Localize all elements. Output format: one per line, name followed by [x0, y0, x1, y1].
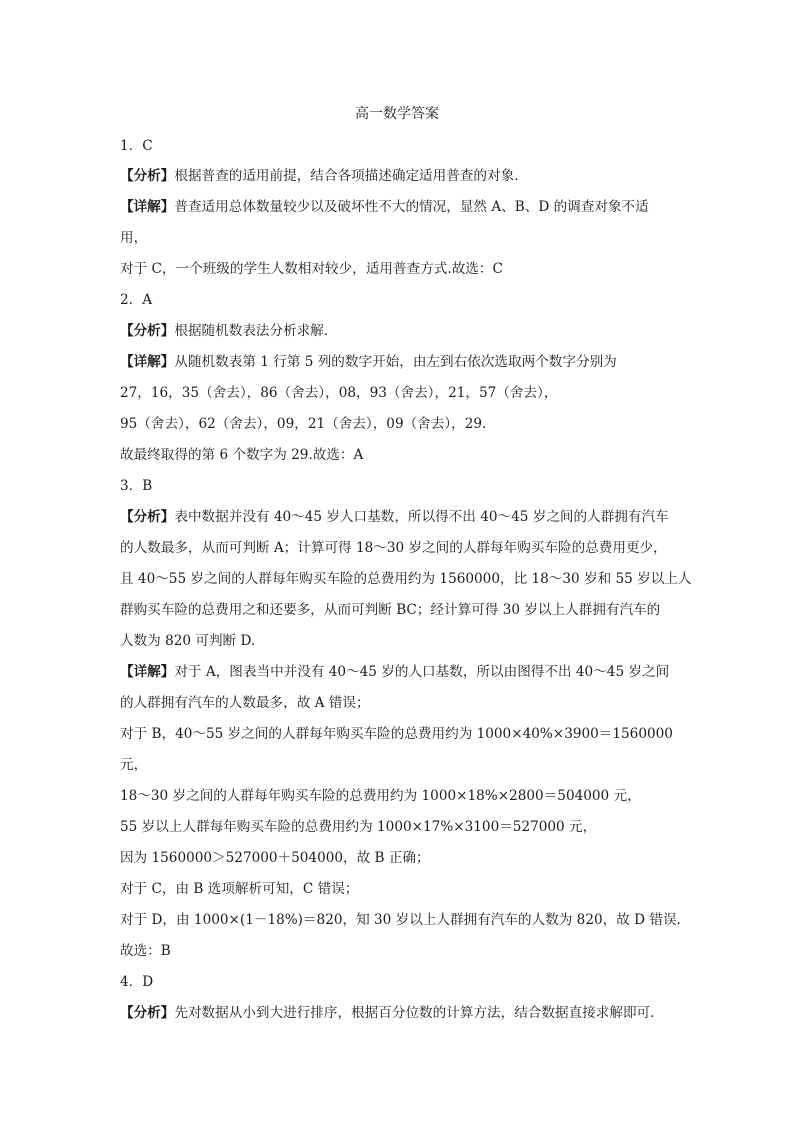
detail-line: 55 岁以上人群每年购买车险的总费用约为 1000×17%×3100＝527000 元， [120, 819, 597, 835]
detail-line: 【详解】从随机数表第 1 行第 5 列的数字开始，由左到右依次选取两个数字分别为 [120, 354, 617, 370]
question-number: 2．A [120, 292, 153, 308]
detail-line: 对于 D，由 1000×(1－18%)＝820，知 30 岁以上人群拥有汽车的人数为 820，故 D 错误. [120, 912, 681, 928]
section-tag: 【分析】 [120, 323, 175, 339]
section-tag: 【分析】 [120, 509, 175, 525]
detail-line: 的人群拥有汽车的人数最多，故 A 错误； [120, 695, 370, 711]
detail-line: 对于 C，由 B 选项解析可知，C 错误； [120, 881, 359, 897]
detail-line: 对于 B，40～55 岁之间的人群每年购买车险的总费用约为 1000×40%×3900＝1560000 [120, 726, 673, 742]
section-tag: 【详解】 [120, 199, 175, 215]
analysis-line: 的人数最多，从而可判断 A；计算可得 18～30 岁之间的人群每年购买车险的总费用更少， [120, 540, 667, 556]
detail-line: 对于 C，一个班级的学生人数相对较少，适用普查方式.故选：C [120, 261, 503, 277]
analysis-line: 且 40～55 岁之间的人群每年购买车险的总费用约为 1560000，比 18～30 岁和 55 岁以上人 [120, 571, 692, 587]
detail-line: 元， [120, 757, 148, 773]
analysis-line: 人数为 820 可判断 D. [120, 633, 256, 649]
section-tag: 【详解】 [120, 664, 175, 680]
detail-line: 95（舍去），62（舍去），09，21（舍去），09（舍去），29. [120, 416, 487, 432]
detail-line: 【详解】对于 A，图表当中并没有 40～45 岁的人口基数，所以由图得不出 40～45 岁之间 [120, 664, 670, 680]
section-tag: 【分析】 [120, 1005, 175, 1021]
question-number: 4．D [120, 974, 154, 990]
detail-line: 18～30 岁之间的人群每年购买车险的总费用约为 1000×18%×2800＝504000 元， [120, 788, 641, 804]
question-number: 1．C [120, 138, 153, 154]
detail-line: 用， [120, 230, 148, 246]
analysis-line: 【分析】根据普查的适用前提，结合各项描述确定适用普查的对象. [120, 168, 519, 184]
detail-line: 因为 1560000＞527000＋504000，故 B 正确； [120, 850, 430, 866]
detail-line: 故选：B [120, 943, 171, 959]
question-number: 3．B [120, 478, 153, 494]
detail-line: 故最终取得的第 6 个数字为 29.故选：A [120, 447, 364, 463]
page-title: 高一数学答案 [355, 106, 439, 122]
detail-line: 【详解】普查适用总体数量较少以及破坏性不大的情况，显然 A、B、D 的调查对象不适 [120, 199, 649, 215]
analysis-line: 【分析】先对数据从小到大进行排序，根据百分位数的计算方法，结合数据直接求解即可. [120, 1005, 655, 1021]
section-tag: 【详解】 [120, 354, 175, 370]
analysis-line: 【分析】根据随机数表法分析求解. [120, 323, 329, 339]
detail-line: 27，16，35（舍去），86（舍去），08，93（舍去），21，57（舍去）， [120, 385, 558, 401]
section-tag: 【分析】 [120, 168, 175, 184]
analysis-line: 【分析】表中数据并没有 40～45 岁人口基数，所以得不出 40～45 岁之间的人群拥有汽车 [120, 509, 669, 525]
analysis-line: 群购买车险的总费用之和还要多，从而可判断 BC；经计算可得 30 岁以上人群拥有汽车的 [120, 602, 661, 618]
